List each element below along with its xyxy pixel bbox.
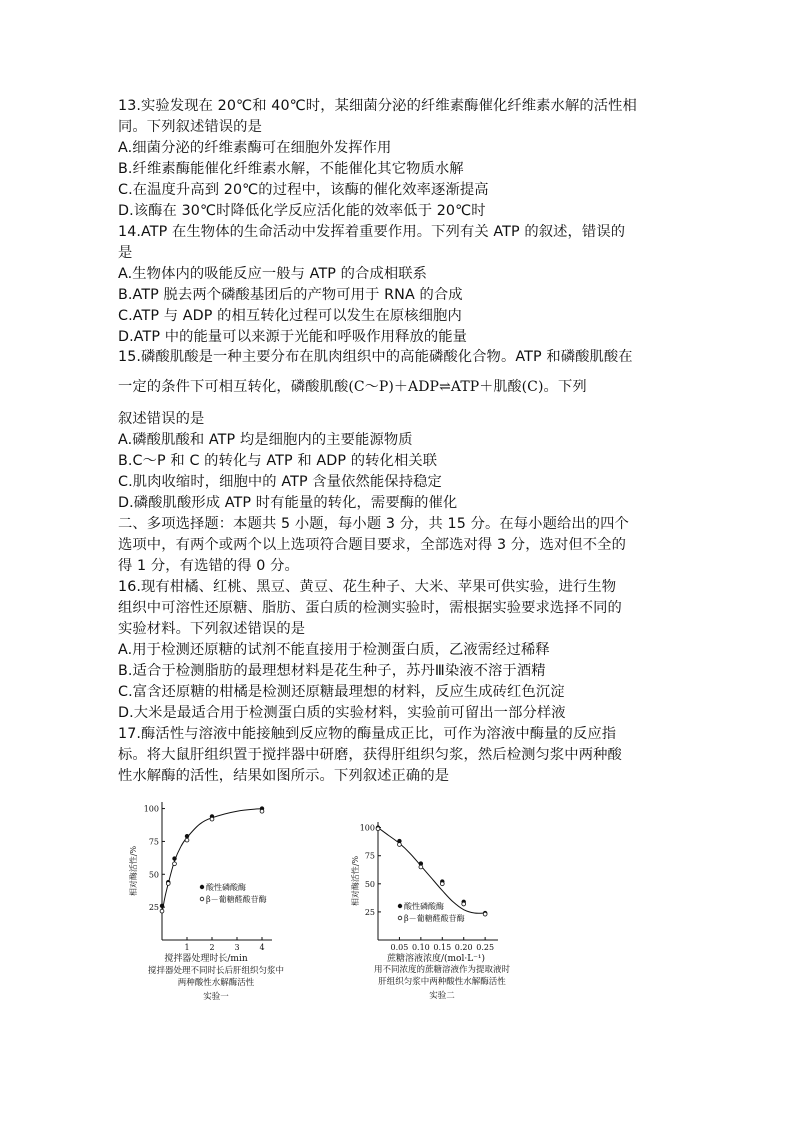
y-tick-label: 50 (148, 870, 159, 880)
x-tick-label: 0.25 (476, 943, 495, 952)
figure-caption-line-2: 肝组织匀浆中两种酸性水解酶活性 (378, 977, 506, 987)
y-tick-label: 50 (364, 879, 375, 889)
q15-stem-text: 一定的条件下可相互转化，磷酸肌酸 (118, 379, 349, 395)
experiment-2-chart (348, 818, 548, 1010)
section2-instructions-line-1: 二、多项选择题：本题共 5 小题，每小题 3 分，共 15 分。在每小题给出的四个 (118, 516, 629, 532)
section2-instructions-line-2: 选项中，有两个或两个以上选项符合题目要求，全部选对得 3 分，选对但不全的 (118, 537, 626, 553)
q13-option-d: D.该酶在 30℃时降低化学反应活化能的效率低于 20℃时 (118, 203, 486, 219)
q17-stem-line-1: 17.酶活性与溶液中能接触到反应物的酶量成正比，可作为溶液中酶量的反应指 (118, 726, 617, 742)
q13-stem-line-1: 13.实验发现在 20℃和 40℃时，某细菌分泌的纤维素酶催化纤维素水解的活性相 (118, 98, 637, 114)
q14-stem-line-1: 14.ATP 在生物体的生命活动中发挥着重要作用。下列有关 ATP 的叙述，错误的 (118, 224, 626, 240)
q13-option-b: B.纤维素酶能催化纤维素水解，不能催化其它物质水解 (118, 161, 464, 177)
legend-marker (200, 885, 204, 889)
q14-option-b: B.ATP 脱去两个磷酸基团后的产物可用于 RNA 的合成 (118, 287, 463, 303)
legend-label: 酸性磷酸酶 (206, 883, 246, 892)
data-point-open (376, 827, 380, 831)
data-point-open (419, 865, 423, 869)
q16-option-d: D.大米是最适合用于检测蛋白质的实验材料，实验前可留出一部分样液 (118, 705, 566, 721)
legend-marker (398, 904, 402, 908)
y-tick-label: 25 (364, 907, 375, 917)
data-point-open (160, 909, 164, 913)
q16-option-c: C.富含还原糖的柑橘是检测还原糖最理想的材料，反应生成砖红色沉淀 (118, 684, 565, 700)
y-tick-label: 100 (143, 804, 159, 814)
q15-stem-line-2 (118, 377, 587, 398)
y-tick-label: 75 (364, 851, 375, 861)
figure-caption-line-2: 两种酸性水解酶活性 (177, 978, 255, 988)
experiment-2-figure (348, 818, 548, 1010)
x-tick-label: 1 (184, 943, 190, 952)
x-tick-label: 3 (234, 943, 240, 952)
data-point-open (166, 882, 170, 886)
x-tick-label: 4 (259, 943, 265, 952)
data-point-filled (185, 834, 189, 838)
legend-label: β－葡糖醛酸苷酶 (404, 914, 465, 923)
q14-stem-line-2: 是 (118, 245, 133, 261)
q16-stem-line-1: 16.现有柑橘、红桃、黑豆、黄豆、花生种子、大米、苹果可供实验，进行生物 (118, 579, 617, 595)
q17-stem-line-2: 标。将大鼠肝组织置于搅拌器中研磨，获得肝组织匀浆，然后检测匀浆中两种酸 (118, 747, 622, 763)
q14-option-d: D.ATP 中的能量可以来源于光能和呼吸作用释放的能量 (118, 329, 468, 345)
q15-reaction-equation: (C～P)＋ADP⇌ATP＋肌酸(C) (348, 379, 544, 395)
q14-option-a: A.生物体内的吸能反应一般与 ATP 的合成相联系 (118, 266, 428, 282)
data-point-filled (160, 904, 164, 908)
q16-stem-line-2: 组织中可溶性还原糖、脂肪、蛋白质的检测实验时，需根据实验要求选择不同的 (118, 600, 622, 616)
y-axis-label: 相对酶活性/% (129, 845, 138, 897)
q13-stem-line-2: 同。下列叙述错误的是 (118, 119, 262, 135)
experiment-1-chart (126, 798, 316, 1010)
x-tick-label: 0.05 (390, 943, 409, 952)
data-point-filled (173, 857, 177, 861)
legend-marker (200, 897, 204, 901)
x-tick-label: 0.15 (433, 943, 452, 952)
data-point-open (260, 809, 264, 813)
x-tick-label: 0.20 (454, 943, 473, 952)
data-point-open (462, 902, 466, 906)
q13-option-a: A.细菌分泌的纤维素酶可在细胞外发挥作用 (118, 140, 392, 156)
fitted-curve (378, 828, 485, 914)
q15-option-d: D.磷酸肌酸形成 ATP 时有能量的转化，需要酶的催化 (118, 495, 458, 511)
data-point-open (185, 838, 189, 842)
figure-caption-line-1: 用不同浓度的蔗糖溶液作为提取液时 (373, 965, 511, 975)
figure-panel-label: 实验一 (203, 992, 229, 1002)
q15-stem-line-3: 叙述错误的是 (118, 411, 205, 427)
figure-panel-label: 实验二 (429, 991, 455, 1001)
x-tick-label: 2 (209, 943, 215, 952)
experiment-1-figure (126, 798, 316, 1010)
data-point-open (210, 817, 214, 821)
y-axis-label: 相对酶活性/% (351, 855, 360, 907)
q17-stem-line-3: 性水解酶的活性，结果如图所示。下列叙述正确的是 (118, 768, 450, 784)
data-point-open (440, 882, 444, 886)
x-axis-label: 蔗糖溶液浓度/(mol·L⁻¹) (386, 954, 486, 964)
data-point-open (173, 862, 177, 866)
q16-option-b: B.适合于检测脂肪的最理想材料是花生种子，苏丹Ⅲ染液不溶于酒精 (118, 663, 546, 679)
q15-option-b: B.C～P 和 C 的转化与 ATP 和 ADP 的转化相关联 (118, 453, 438, 469)
q13-option-c: C.在温度升高到 20℃的过程中，该酶的催化效率逐渐提高 (118, 182, 489, 198)
figure-caption-line-1: 搅拌器处理不同时长后肝组织匀浆中 (147, 966, 285, 976)
y-tick-label: 75 (148, 837, 159, 847)
q15-stem-tail: 。下列 (543, 379, 587, 395)
section2-instructions-line-3: 得 1 分，有选错的得 0 分。 (118, 558, 299, 574)
q14-option-c: C.ATP 与 ADP 的相互转化过程可以发生在原核细胞内 (118, 308, 462, 324)
y-tick-label: 100 (359, 823, 375, 833)
q15-stem-line-1: 15.磷酸肌酸是一种主要分布在肌肉组织中的高能磷酸化合物。ATP 和磷酸肌酸在 (118, 349, 633, 365)
q15-option-c: C.肌肉收缩时，细胞中的 ATP 含量依然能保持稳定 (118, 474, 442, 490)
legend-label: β－葡糖醛酸苷酶 (206, 895, 267, 904)
legend-label: 酸性磷酸酶 (404, 902, 444, 911)
data-point-open (398, 843, 402, 847)
x-tick-label: 0.10 (411, 943, 430, 952)
y-tick-label: 25 (148, 903, 159, 913)
q16-stem-line-3: 实验材料。下列叙述错误的是 (118, 621, 306, 637)
legend-marker (398, 916, 402, 920)
data-point-open (483, 912, 487, 916)
x-axis-label: 搅拌器处理时长/min (164, 954, 248, 964)
q15-option-a: A.磷酸肌酸和 ATP 均是细胞内的主要能源物质 (118, 432, 413, 448)
q16-option-a: A.用于检测还原糖的试剂不能直接用于检测蛋白质，乙液需经过稀释 (118, 642, 550, 658)
